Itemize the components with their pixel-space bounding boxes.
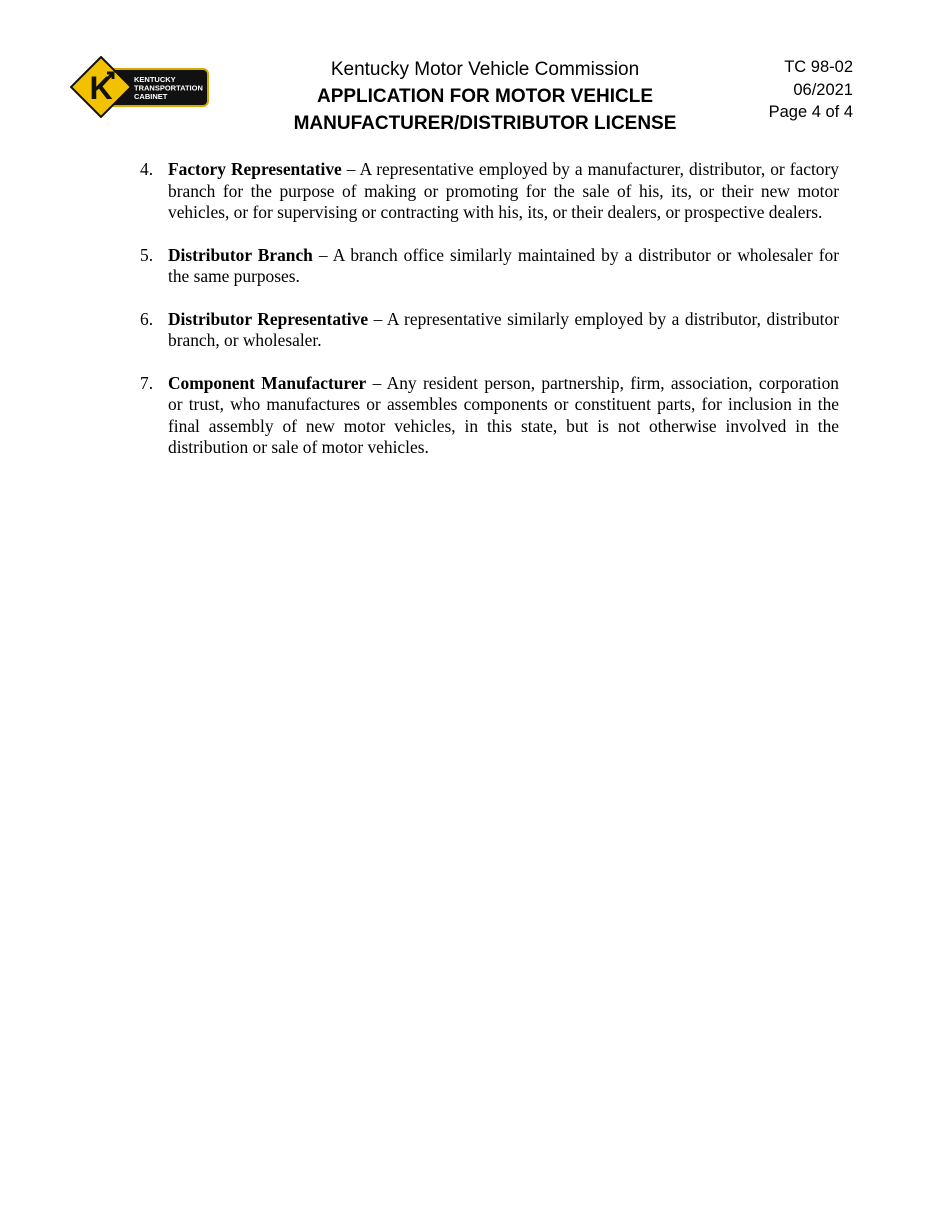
definition-term: Component Manufacturer [168,372,367,393]
definition-text: A representative similarly employed by a distributor, distributor branch, or wholesaler. [168,308,839,350]
definition-item [136,309,839,352]
revision-date: 06/2021 [793,80,853,99]
logo-text-line-3: CABINET [134,92,168,101]
definition-separator: – [312,244,333,265]
definition-separator: – [366,372,387,393]
definition-term: Distributor Branch [168,244,313,265]
definition-separator: – [368,308,387,329]
definition-item [136,159,839,224]
logo-k-letter: K [89,70,113,106]
definition-term: Distributor Representative [168,308,369,329]
definition-term: Factory Representative [168,159,342,179]
definition-number: 4. [140,159,154,179]
definition-text: Any resident person, partnership, firm, association, corporation or trust, who manufactures or assembles components or constituent parts, for inclusion in the final assembly of new motor vehicles, in this state, but is not otherwise involved in the distribution or sale of motor vehicles. [168,372,840,457]
logo-text-line-2: TRANSPORTATION [134,83,203,93]
definition-number: 5. [140,244,154,265]
logo-text-line-1: KENTUCKY [134,75,176,84]
form-info [769,56,853,124]
form-number: TC 98-02 [784,58,853,76]
definitions-list [136,159,839,480]
definition-text: A representative employed by a manufacturer, distributor, or factory branch for the purpose of making or promoting for the sale of his, its, or their new motor vehicles, or for supervising or contracting with his, its, or their dealers, or prospective dealers. [168,159,839,222]
document-title-line-1: APPLICATION FOR MOTOR VEHICLE [316,86,654,107]
definition-number: 6. [140,308,154,329]
page-number: Page 4 of 4 [768,103,853,121]
kentucky-transportation-cabinet-logo [70,56,210,118]
document-header [285,56,685,137]
definition-text: A branch office similarly maintained by a distributor or wholesaler for the same purposes. [168,244,839,286]
definition-separator: – [341,159,360,179]
document-title-line-2: MANUFACTURER/DISTRIBUTOR LICENSE [293,113,677,134]
agency-name: Kentucky Motor Vehicle Commission [330,59,640,80]
definition-item [136,373,839,459]
definition-number: 7. [140,372,154,393]
definition-item [136,245,839,288]
